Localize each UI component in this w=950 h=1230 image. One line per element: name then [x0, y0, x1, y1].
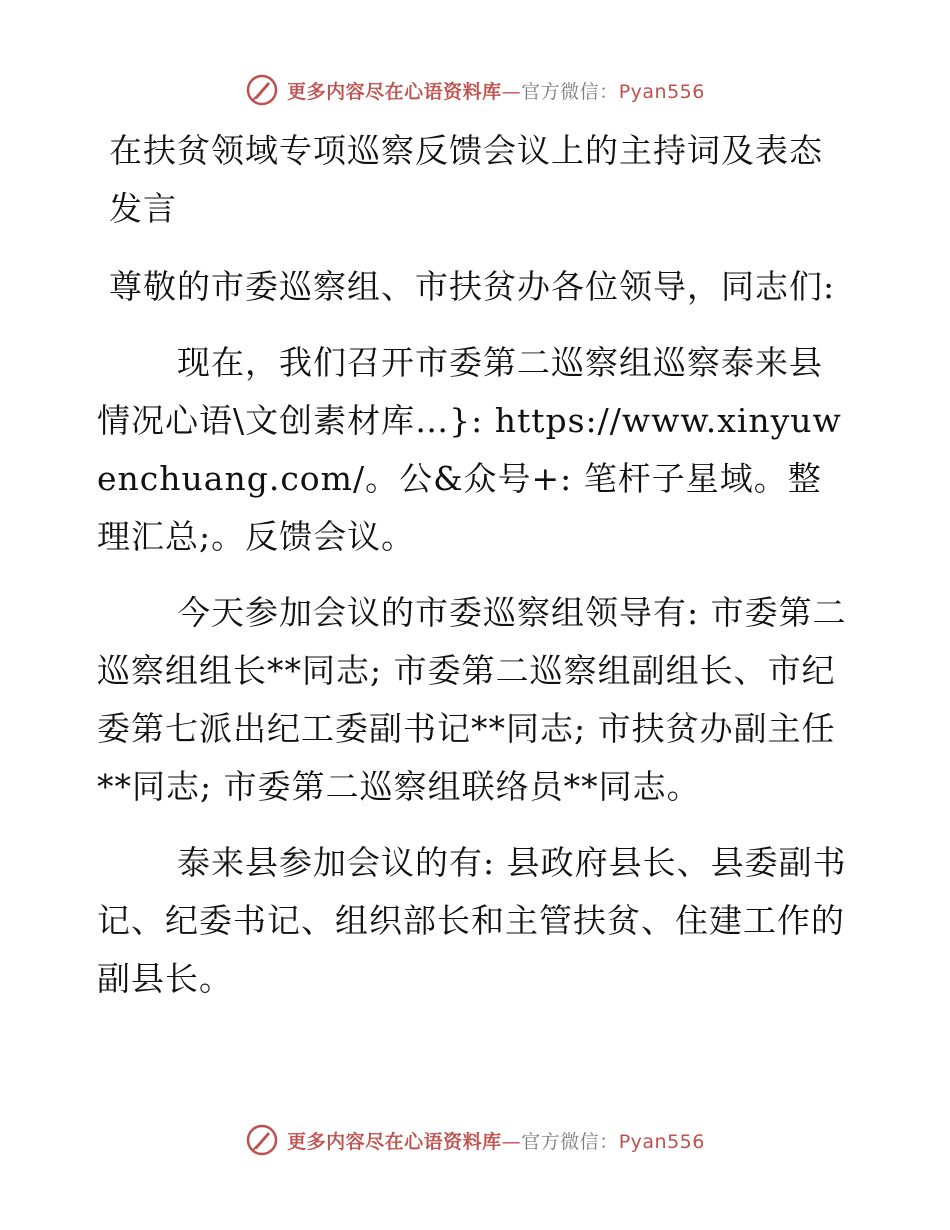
banner-main-text: 更多内容尽在心语资料库	[287, 1130, 502, 1153]
banner-wechat-label: 官方微信：	[521, 1130, 619, 1153]
paragraph-1: 现在，我们召开市委第二巡察组巡察泰来县情况心语\文创素材库…}: https://www.xinyuwenchuang.com/。公&众号+: 笔杆子星域。整理汇总;。反馈会议。	[97, 343, 842, 556]
document-title: 在扶贫领域专项巡察反馈会议上的主持词及表态发言	[109, 131, 823, 228]
banner-separator: —	[501, 80, 522, 103]
quill-logo-icon	[245, 73, 279, 107]
footer-banner	[0, 1120, 950, 1160]
paragraph-3: 泰来县参加会议的有: 县政府县长、县委副书记、纪委书记、组织部长和主管扶贫、住建工作的副县长。	[97, 843, 847, 998]
banner-wechat-id: Pyan556	[618, 1130, 705, 1153]
banner-separator: —	[501, 1130, 522, 1153]
document-salutation: 尊敬的市委巡察组、市扶贫办各位领导，同志们:	[109, 267, 836, 306]
banner-wechat-label: 官方微信：	[521, 80, 619, 103]
document-body	[97, 122, 853, 1026]
banner-main-text: 更多内容尽在心语资料库	[287, 80, 502, 103]
paragraph-2: 今天参加会议的市委巡察组领导有: 市委第二巡察组组长**同志; 市委第二巡察组副组长、市纪委第七派出纪工委副书记**同志; 市扶贫办副主任**同志; 市委第二巡察组联络员**同志。	[97, 593, 847, 806]
header-banner	[0, 70, 950, 110]
quill-logo-icon	[245, 1123, 279, 1157]
banner-text	[287, 77, 705, 104]
banner-text	[287, 1127, 705, 1154]
banner-wechat-id: Pyan556	[618, 80, 705, 103]
